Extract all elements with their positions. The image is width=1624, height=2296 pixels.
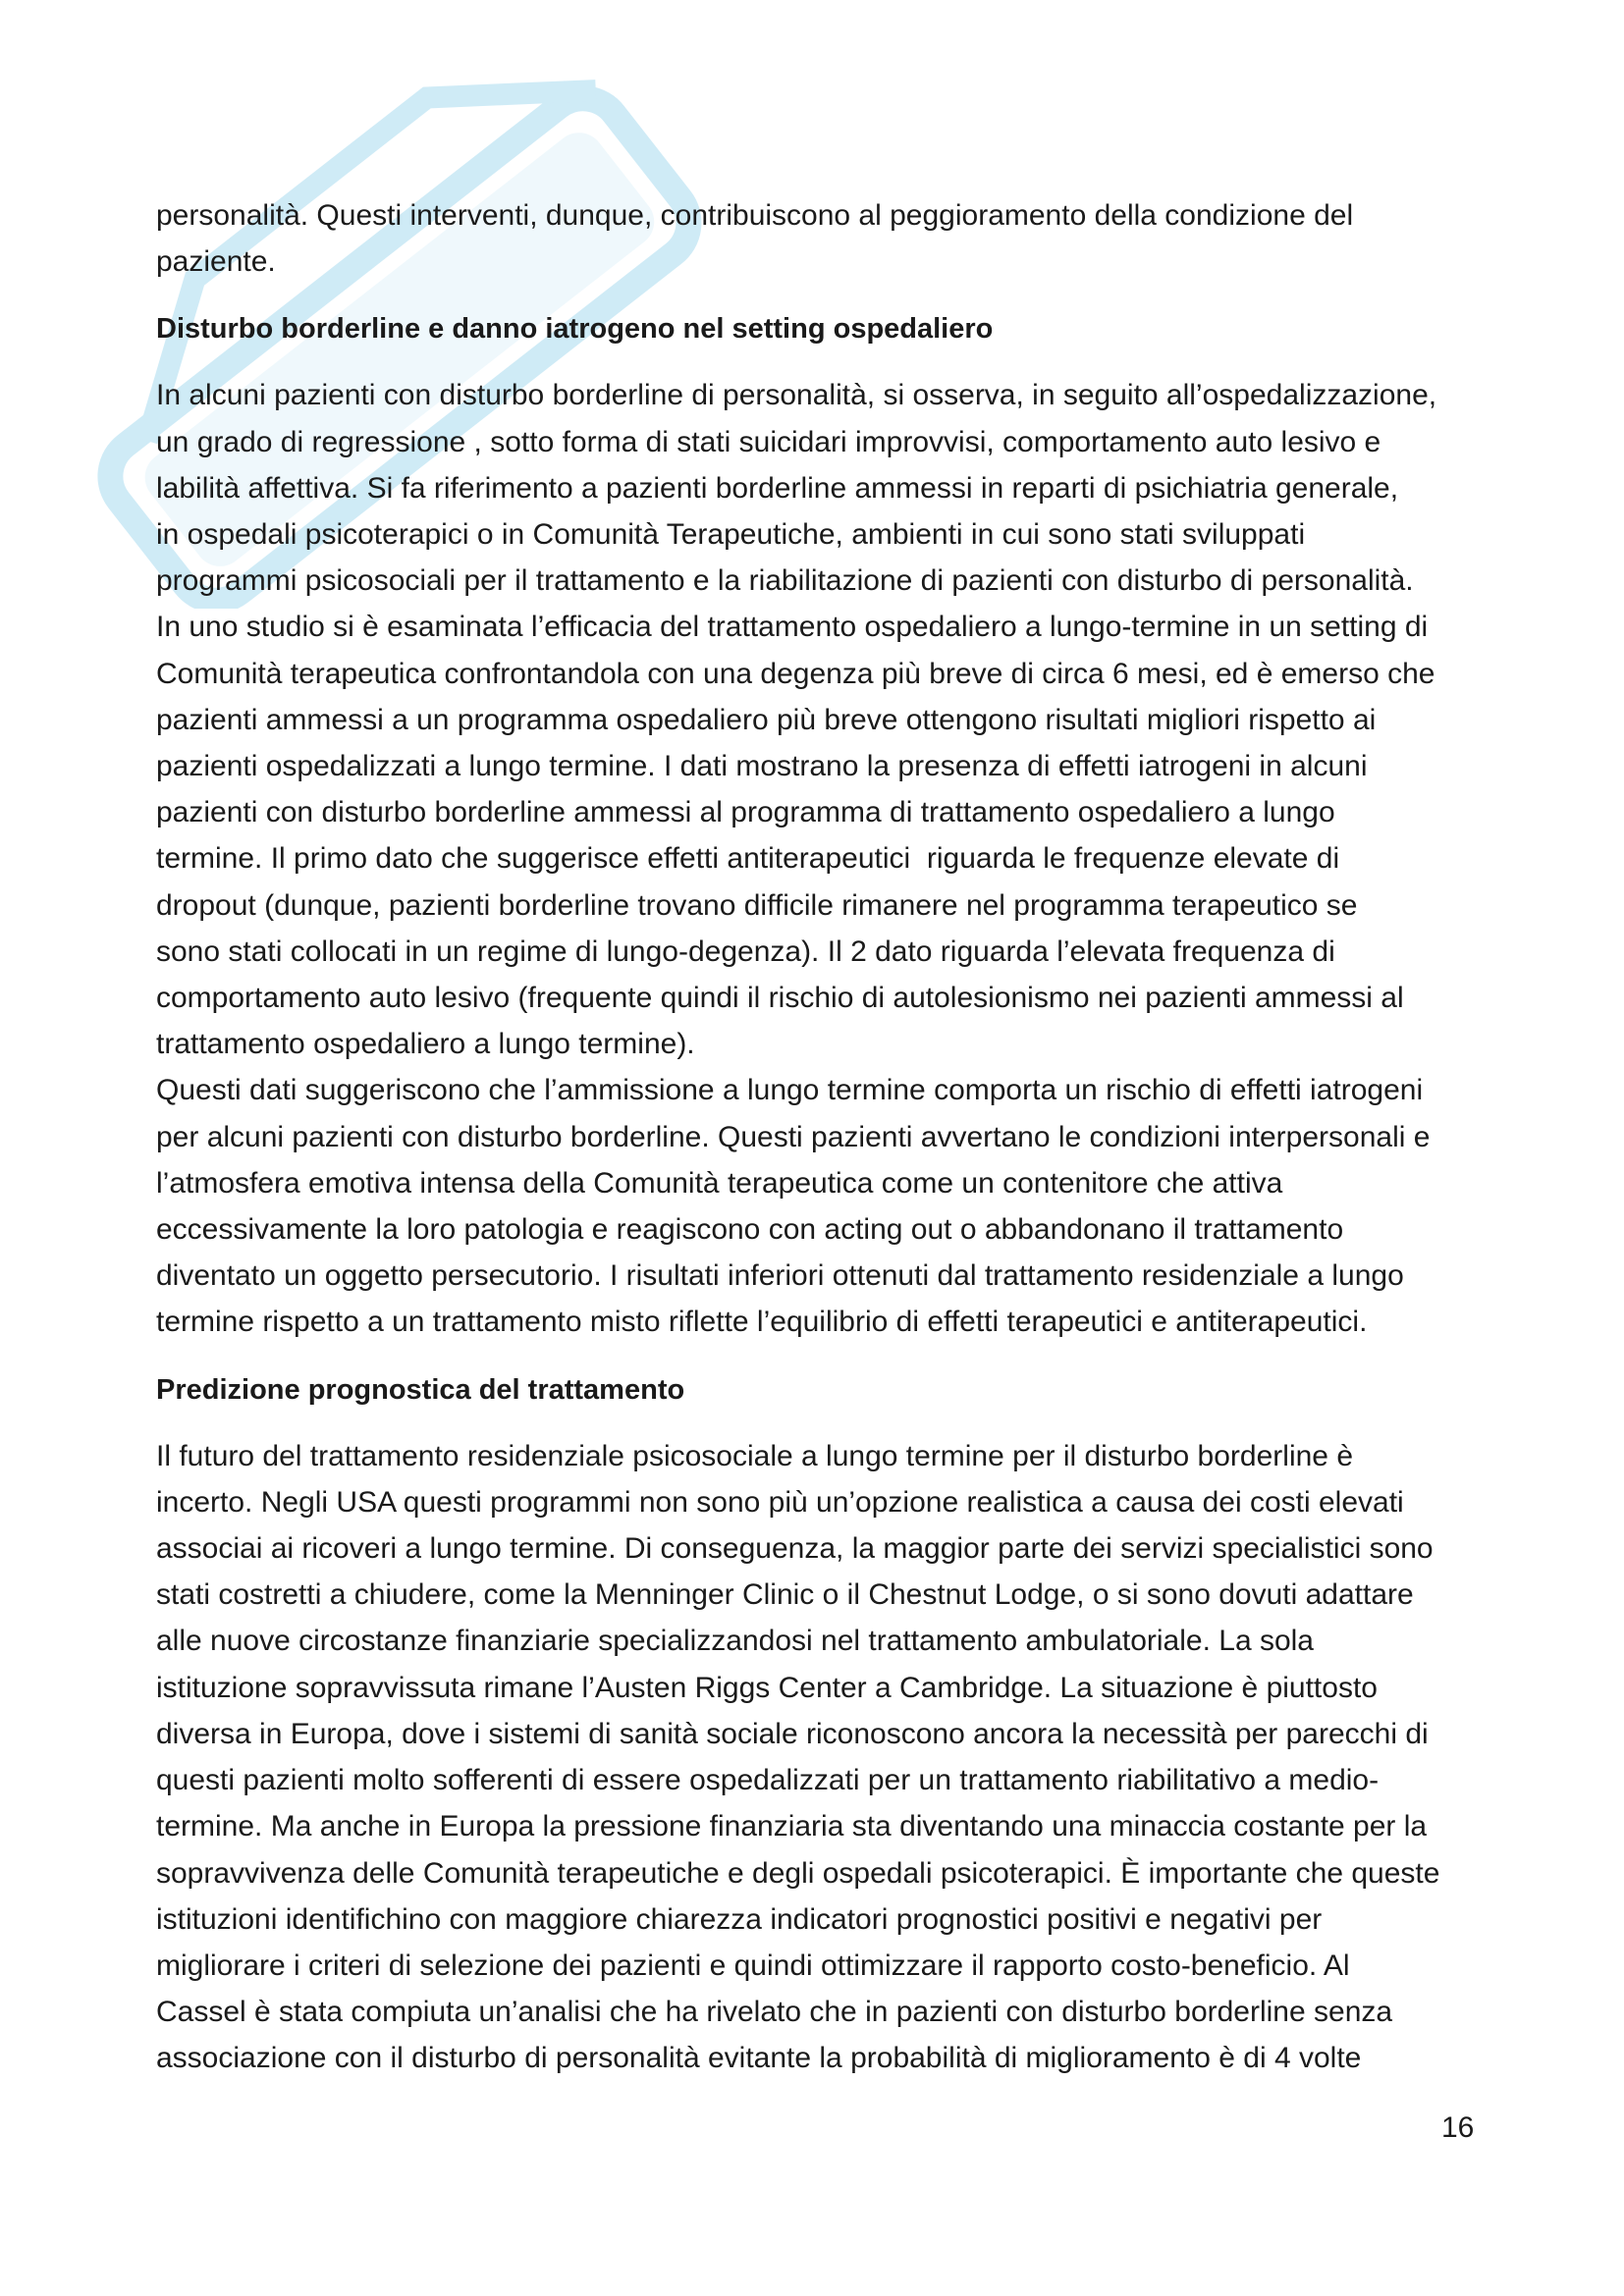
paragraph-intro-continuation: personalità. Questi interventi, dunque, contribuiscono al peggioramento della condizione del paziente. <box>156 199 1354 279</box>
document-body <box>156 192 1491 2082</box>
section-heading-borderline-iatrogenic: Disturbo borderline e danno iatrogeno nel setting ospedaliero <box>156 313 994 346</box>
paragraph-iatrogenic-risk: Questi dati suggeriscono che l’ammissione a lungo termine comporta un rischio di effetti iatrogeni per alcuni pazienti con disturbo borderline. Questi pazienti avvertano le condizioni interpersonali e l’atmosfera emotiva intensa della Comunità terapeutica come un contenitore che attiva eccessivamente la loro patologia e reagiscono con acting out o abbandonano il trattamento diventato un oggetto persecutorio. I risultati inferiori ottenuti dal trattamento residenziale a lungo termine rispetto a un trattamento misto riflette l’equilibrio di effetti terapeutici e antiterapeutici. <box>156 1074 1431 1339</box>
paragraph-future-treatment: Il futuro del trattamento residenziale psicosociale a lungo termine per il disturbo borderline è incerto. Negli USA questi programmi non sono più un’opzione realistica a causa dei costi elevati associai ai ricoveri a lungo termine. Di conseguenza, la maggior parte dei servizi specialistici sono stati costretti a chiudere, come la Menninger Clinic o il Chestnut Lodge, o si sono dovuti adattare alle nuove circostanze finanziarie specializzandosi nel trattamento ambulatoriale. La sola istituzione sopravvissuta rimane l’Austen Riggs Center a Cambridge. La situazione è piuttosto diversa in Europa, dove i sistemi di sanità sociale riconoscono ancora la necessità per parecchi di questi pazienti molto sofferenti di essere ospedalizzati per un trattamento riabilitativo a medio- termine. Ma anche in Europa la pressione finanziaria sta diventando una minaccia costante per la sopravvivenza delle Comunità terapeutiche e degli ospedali psicoterapici. È importante che queste istituzioni identifichino con maggiore chiarezza indicatori prognostici positivi e negativi per migliorare i criteri di selezione dei pazienti e quindi ottimizzare il rapporto costo-beneficio. Al Cassel è stata compiuta un’analisi che ha rivelato che in pazienti con disturbo borderline senza associazione con il disturbo di personalità evitante la probabilità di miglioramento è di 4 volte <box>156 1439 1440 2075</box>
paragraph-borderline-regression: In alcuni pazienti con disturbo borderline di personalità, si osserva, in seguito all’ospedalizzazione, un grado di regressione , sotto forma di stati suicidari improvvisi, comportamento auto lesivo e labilità affettiva. Si fa riferimento a pazienti borderline ammessi in reparti di psichiatria generale, in ospedali psicoterapici o in Comunità Terapeutiche, ambienti in cui sono stati sviluppati programmi psicosociali per il trattamento e la riabilitazione di pazienti con disturbo di personalità. In uno studio si è esaminata l’efficacia del trattamento ospedaliero a lungo-termine in un setting di Comunità terapeutica confrontandola con una degenza più breve di circa 6 mesi, ed è emerso che pazienti ammessi a un programma ospedaliero più breve ottengono risultati migliori rispetto ai pazienti ospedalizzati a lungo termine. I dati mostrano la presenza di effetti iatrogeni in alcuni pazienti con disturbo borderline ammessi al programma di trattamento ospedaliero a lungo termine. Il primo dato che suggerisce effetti antiterapeutici riguarda le frequenze elevate di dropout (dunque, pazienti borderline trovano difficile rimanere nel programma terapeutico se sono stati collocati in un regime di lungo-degenza). Il 2 dato riguarda l’elevata frequenza di comportamento auto lesivo (frequente quindi il rischio di autolesionismo nei pazienti ammessi al trattamento ospedaliero a lungo termine). <box>156 379 1437 1061</box>
page-number: 16 <box>1441 2111 1475 2144</box>
section-heading-prognostic-prediction: Predizione prognostica del trattamento <box>156 1373 685 1406</box>
